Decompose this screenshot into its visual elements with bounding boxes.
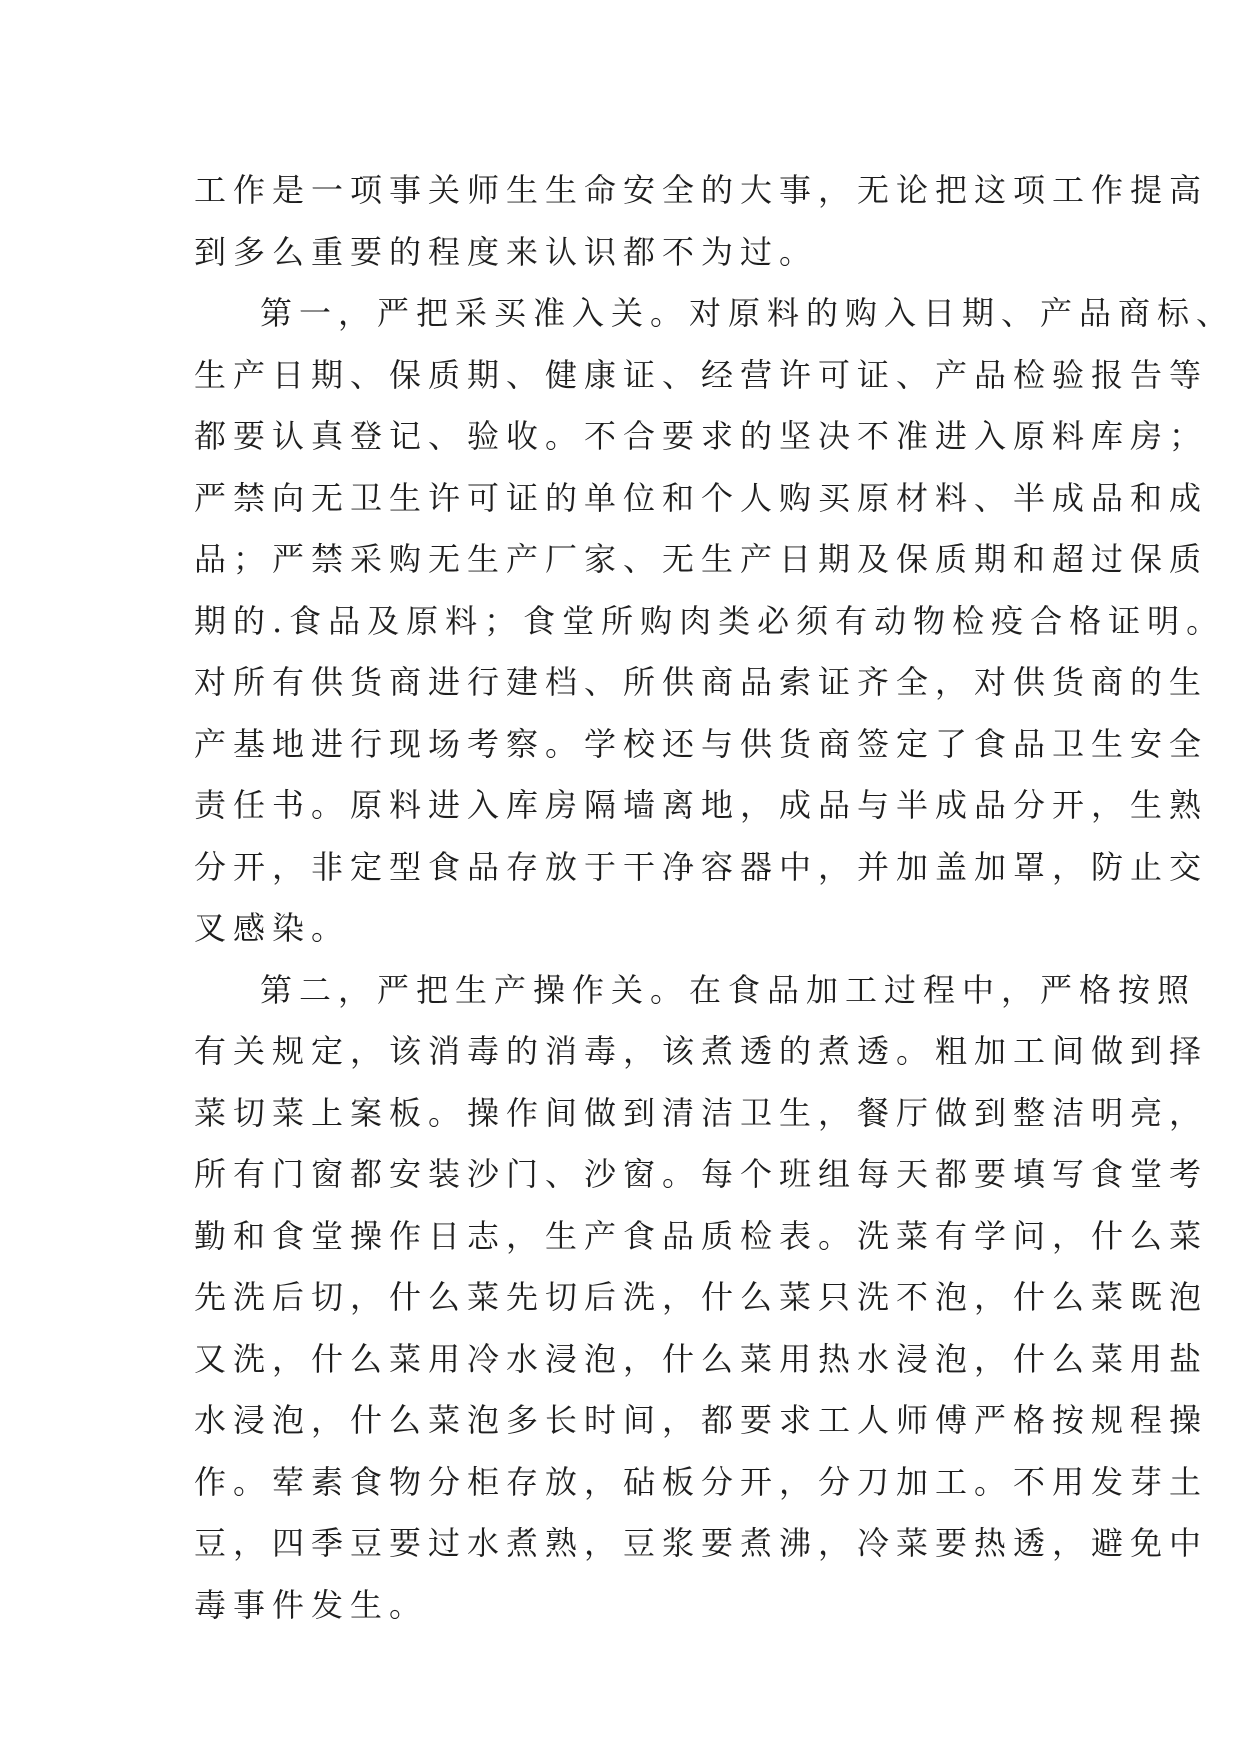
text-line: 又洗，什么菜用冷水浸泡，什么菜用热水浸泡，什么菜用盐 [194,1339,1209,1378]
text-line: 作。荤素食物分柜存放，砧板分开，分刀加工。不用发芽土 [194,1462,1209,1501]
text-line: 品；严禁采购无生产厂家、无生产日期及保质期和超过保质 [194,540,1209,578]
paragraph-production [194,960,1209,1637]
text-line: 都要认真登记、验收。不合要求的坚决不准进入原料库房； [194,417,1209,455]
text-line: 豆，四季豆要过水煮熟，豆浆要煮沸，冷菜要热透，避免中 [194,1524,1209,1562]
document-body [194,160,1236,1636]
text-line: 对所有供货商进行建档、所供商品索证齐全，对供货商的生 [194,663,1209,701]
paragraph-intro-continuation [194,160,1209,283]
text-line: 第一，严把采买准入关。对原料的购入日期、产品商标、 [260,294,1236,332]
text-line: 叉感染。 [194,909,351,947]
text-line: 工作是一项事关师生生命安全的大事，无论把这项工作提高 [194,171,1209,209]
text-line: 期的.食品及原料；食堂所购肉类必须有动物检疫合格证明。 [194,601,1226,640]
text-line: 产基地进行现场考察。学校还与供货商签定了食品卫生安全 [194,724,1209,763]
text-line: 分开，非定型食品存放于干净容器中，并加盖加罩，防止交 [194,847,1209,886]
text-line: 毒事件发生。 [194,1585,429,1624]
text-line: 责任书。原料进入库房隔墙离地，成品与半成品分开，生熟 [194,786,1209,824]
text-line: 勤和食堂操作日志，生产食品质检表。洗菜有学问，什么菜 [194,1216,1209,1255]
text-line: 菜切菜上案板。操作间做到清洁卫生，餐厅做到整洁明亮， [194,1093,1209,1132]
text-line: 水浸泡，什么菜泡多长时间，都要求工人师傅严格按规程操 [194,1401,1209,1439]
text-line: 有关规定，该消毒的消毒，该煮透的煮透。粗加工间做到择 [194,1032,1209,1070]
text-line: 到多么重要的程度来认识都不为过。 [194,232,819,271]
text-line: 所有门窗都安装沙门、沙窗。每个班组每天都要填写食堂考 [194,1155,1209,1193]
text-line: 生产日期、保质期、健康证、经营许可证、产品检验报告等 [194,355,1209,394]
text-line: 严禁向无卫生许可证的单位和个人购买原材料、半成品和成 [194,478,1209,517]
text-line: 第二，严把生产操作关。在食品加工过程中，严格按照 [260,970,1197,1009]
text-line: 先洗后切，什么菜先切后洗，什么菜只洗不泡，什么菜既泡 [194,1278,1209,1316]
paragraph-procurement [194,283,1236,960]
